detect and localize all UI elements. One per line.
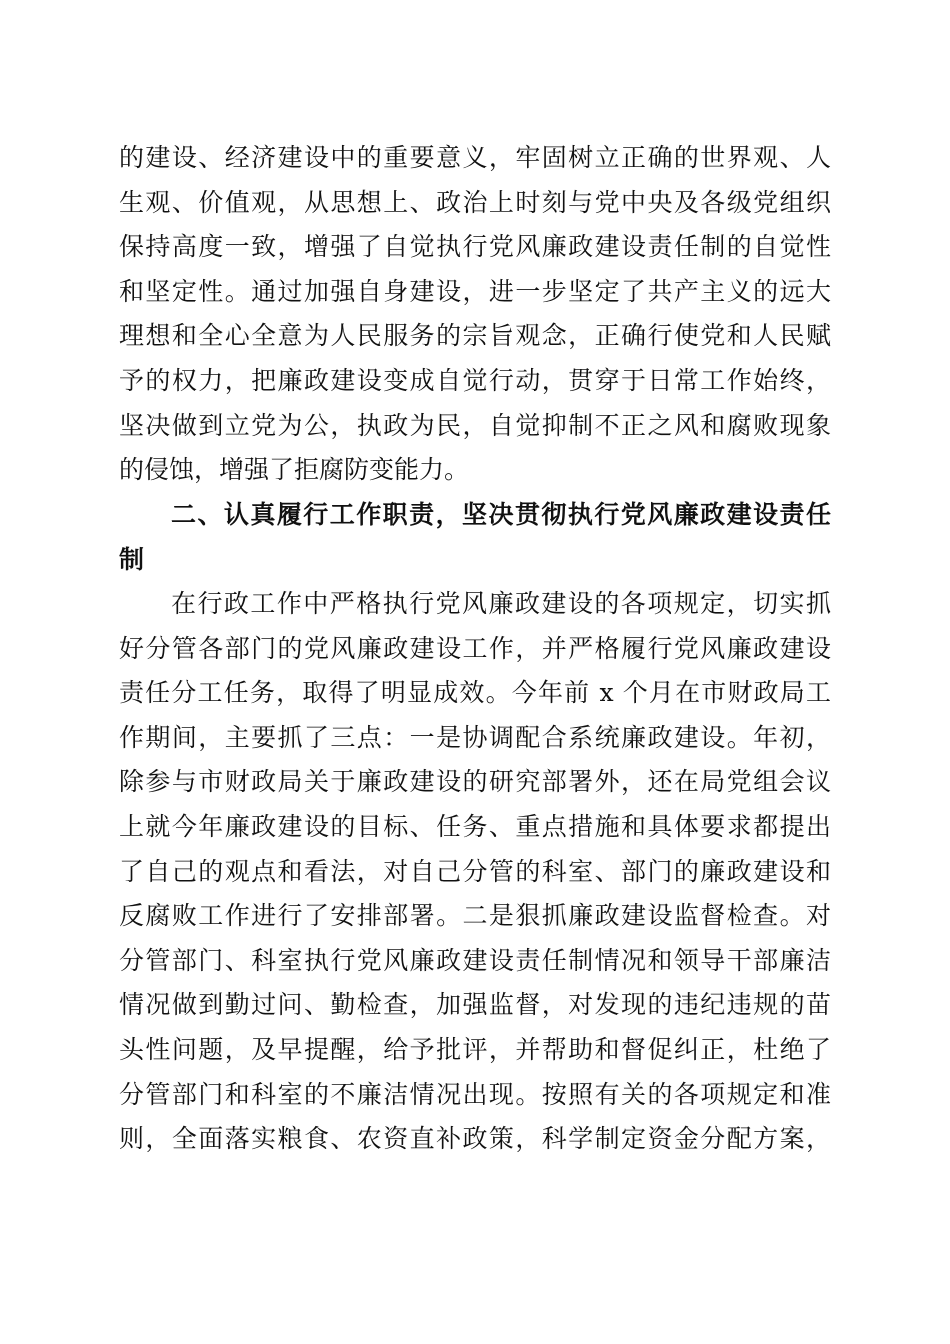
paragraph-line: 在行政工作中严格执行党风廉政建设的各项规定，切实抓 bbox=[171, 589, 831, 618]
paragraph-line: 予的权力，把廉政建设变成自觉行动，贯穿于日常工作始终， bbox=[119, 365, 831, 395]
paragraph-line: 和坚定性。通过加强自身建设，进一步坚定了共产主义的远大 bbox=[119, 276, 831, 306]
heading-line: 二、认真履行工作职责，坚决贯彻执行党风廉政建设责任 bbox=[171, 500, 831, 529]
paragraph-line: 作期间，主要抓了三点：一是协调配合系统廉政建设。年初， bbox=[119, 722, 831, 752]
paragraph-line: 分管部门、科室执行党风廉政建设责任制情况和领导干部廉洁 bbox=[119, 945, 831, 975]
paragraph-line: 坚决做到立党为公，执政为民，自觉抑制不正之风和腐败现象 bbox=[119, 410, 831, 440]
paragraph-line: 理想和全心全意为人民服务的宗旨观念，正确行使党和人民赋 bbox=[119, 321, 831, 351]
paragraph-worldview bbox=[119, 136, 831, 493]
section-heading-2 bbox=[119, 493, 831, 582]
paragraph-line: 反腐败工作进行了安排部署。二是狠抓廉政建设监督检查。对 bbox=[119, 901, 831, 931]
paragraph-line: 除参与市财政局关于廉政建设的研究部署外，还在局党组会议 bbox=[119, 767, 831, 797]
paragraph-line: 情况做到勤过问、勤检查，加强监督，对发现的违纪违规的苗 bbox=[119, 990, 831, 1020]
paragraph-line: 的建设、经济建设中的重要意义，牢固树立正确的世界观、人 bbox=[119, 143, 831, 172]
paragraph-line: 的侵蚀，增强了拒腐防变能力。 bbox=[119, 455, 470, 485]
paragraph-line: 责任分工任务，取得了明显成效。今年前 x 个月在市财政局工 bbox=[119, 678, 831, 708]
paragraph-line: 了自己的观点和看法，对自己分管的科室、部门的廉政建设和 bbox=[119, 856, 831, 886]
paragraph-line: 保持高度一致，增强了自觉执行党风廉政建设责任制的自觉性 bbox=[119, 232, 831, 262]
paragraph-responsibility bbox=[119, 582, 831, 1162]
paragraph-line: 好分管各部门的党风廉政建设工作，并严格履行党风廉政建设 bbox=[119, 633, 831, 663]
heading-line: 制 bbox=[119, 544, 145, 574]
paragraph-line: 上就今年廉政建设的目标、任务、重点措施和具体要求都提出 bbox=[119, 811, 831, 841]
paragraph-line: 头性问题，及早提醒，给予批评，并帮助和督促纠正，杜绝了 bbox=[119, 1034, 831, 1064]
paragraph-line: 生观、价值观，从思想上、政治上时刻与党中央及各级党组织 bbox=[119, 187, 831, 217]
paragraph-line: 分管部门和科室的不廉洁情况出现。按照有关的各项规定和准 bbox=[119, 1079, 831, 1109]
paragraph-line: 则，全面落实粮食、农资直补政策，科学制定资金分配方案， bbox=[119, 1124, 831, 1154]
